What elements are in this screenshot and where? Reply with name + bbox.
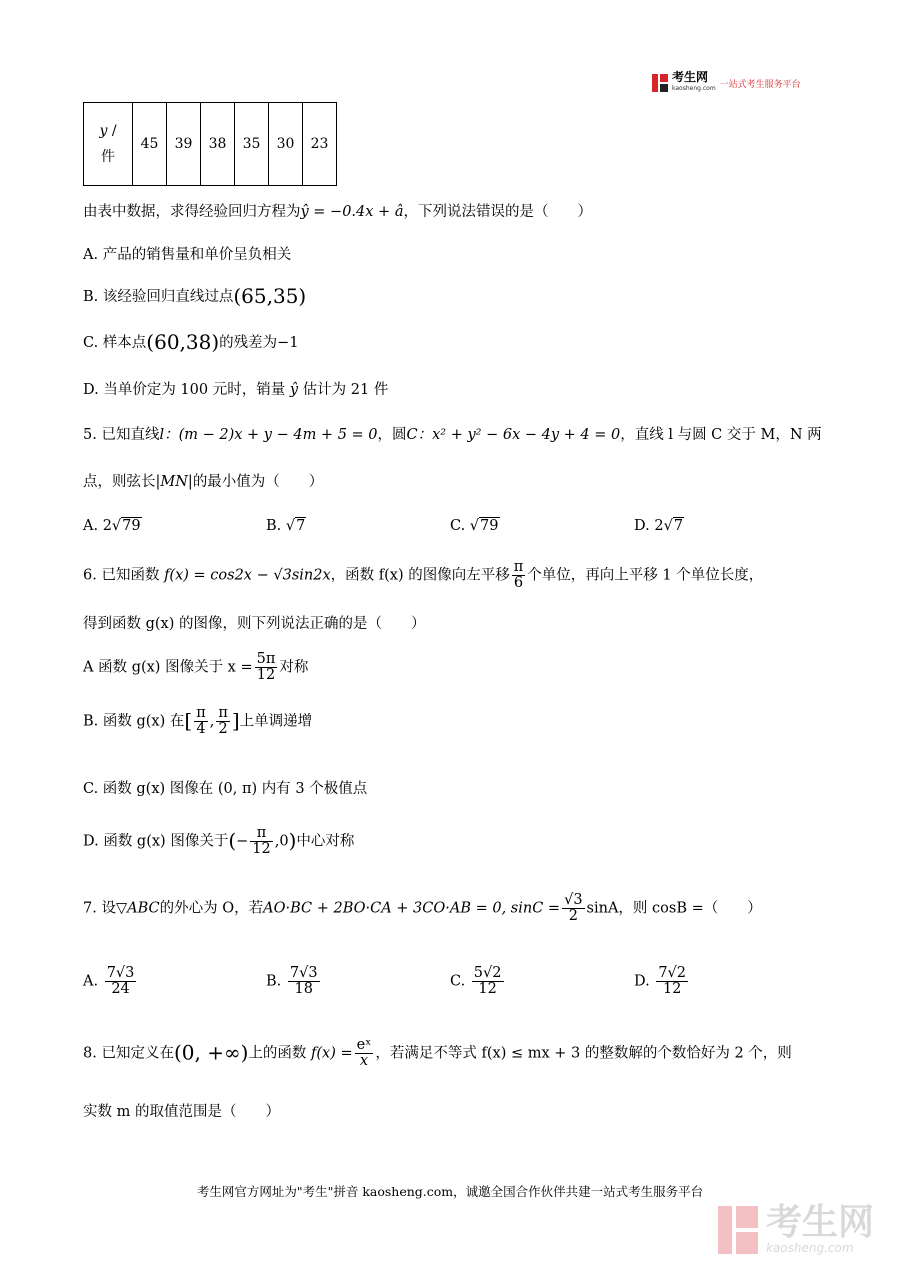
watermark xyxy=(718,1202,875,1255)
q7-option-c: C. $\frac{5√2}{12}$ xyxy=(450,965,502,998)
logo-name: 考生网 kaosheng.com xyxy=(672,70,716,92)
q4-stem: 由表中数据，求得经验回归方程为ŷ = −0.4x + â，下列说法错误的是（ ） xyxy=(83,204,592,220)
q6-option-a: A 函数 g(x) 图像关于 x = $\frac{5\pi}{12}$ 对称 xyxy=(83,651,309,684)
table-cell: 30 xyxy=(269,103,303,186)
page-footer: 考生网官方网址为"考生"拼音 kaosheng.com，诚邀全国合作伙伴共建一站式考生服务平台 xyxy=(196,1184,704,1199)
q6-stem-2: 得到函数 g(x) 的图像，则下列说法正确的是（ ） xyxy=(83,616,426,632)
q6-option-b: B. 函数 g(x) 在[ $\frac{\pi}{4}$ , $\frac{\pi}{2}$ ]上单调递增 xyxy=(83,705,313,738)
logo-slogan: 一站式考生服务平台 xyxy=(719,79,801,90)
watermark-domain: kaosheng.com xyxy=(766,1241,854,1255)
q5-stem-2: 点，则弦长|MN|的最小值为（ ） xyxy=(83,474,324,490)
q4-equation: ŷ = −0.4x + â xyxy=(300,204,404,220)
table-head-cell: y / 件 xyxy=(84,103,133,186)
q5-option-d: D. 2√7 xyxy=(634,518,684,534)
q4-option-d: D. 当单价定为 100 元时，销量 ŷ 估计为 21 件 xyxy=(83,382,389,398)
q6-stem: 6. 已知函数 f(x) = cos2x − √3sin2x，函数 f(x) 的图像向左平移 $\frac{\pi}{6}$ 个单位，再向上平移 1 个单位长度， xyxy=(83,559,764,592)
q6-option-d: D. 函数 g(x) 图像关于(− $\frac{\pi}{12}$ ,0)中心对称 xyxy=(83,825,355,858)
q6-option-c: C. 函数 g(x) 图像在 (0, π) 内有 3 个极值点 xyxy=(83,781,368,797)
sales-table xyxy=(83,102,337,186)
q8-stem-2: 实数 m 的取值范围是（ ） xyxy=(83,1104,280,1120)
table-cell: 23 xyxy=(303,103,337,186)
q5-option-c: C. √79 xyxy=(450,518,499,534)
q4-option-c: C. 样本点(60,38)的残差为−1 xyxy=(83,330,299,354)
q7-option-d: D. $\frac{7√2}{12}$ xyxy=(634,965,687,998)
q5-option-a: A. 2√79 xyxy=(83,518,141,534)
q7-option-a: A. $\frac{7√3}{24}$ xyxy=(83,965,135,998)
watermark-logo-icon xyxy=(718,1206,758,1254)
q5-stem: 5. 已知直线l：(m − 2)x + y − 4m + 5 = 0，圆C：x² + y² − 6x − 4y + 4 = 0，直线 l 与圆 C 交于 M，N 两 xyxy=(83,427,822,443)
table-cell: 45 xyxy=(133,103,167,186)
watermark-name: 考生网 xyxy=(766,1202,875,1243)
q7-option-b: B. $\frac{7√3}{18}$ xyxy=(266,965,318,998)
kaosheng-logo-icon xyxy=(652,74,668,92)
table-row xyxy=(84,103,337,186)
logo-domain: kaosheng.com xyxy=(672,85,716,92)
table-cell: 38 xyxy=(201,103,235,186)
header-logo xyxy=(652,72,801,94)
q8-stem: 8. 已知定义在(0, +∞)上的函数 f(x) = $\frac{\text{eˣ}}{x}$ ，若满足不等式 f(x) ≤ mx + 3 的整数解的个数恰好为 2 个，则 xyxy=(83,1037,792,1070)
q4-option-b: B. 该经验回归直线过点(65,35) xyxy=(83,284,307,308)
q4-option-a: A. 产品的销售量和单价呈负相关 xyxy=(83,247,292,263)
table-cell: 35 xyxy=(235,103,269,186)
q5-option-b: B. √7 xyxy=(266,518,306,534)
q7-stem: 7. 设▽ABC的外心为 O，若AO·BC + 2BO·CA + 3CO·AB = 0, sinC = $\frac{√3}{2}$ sinA，则 cosB =（ ） xyxy=(83,892,762,925)
table-cell: 39 xyxy=(167,103,201,186)
